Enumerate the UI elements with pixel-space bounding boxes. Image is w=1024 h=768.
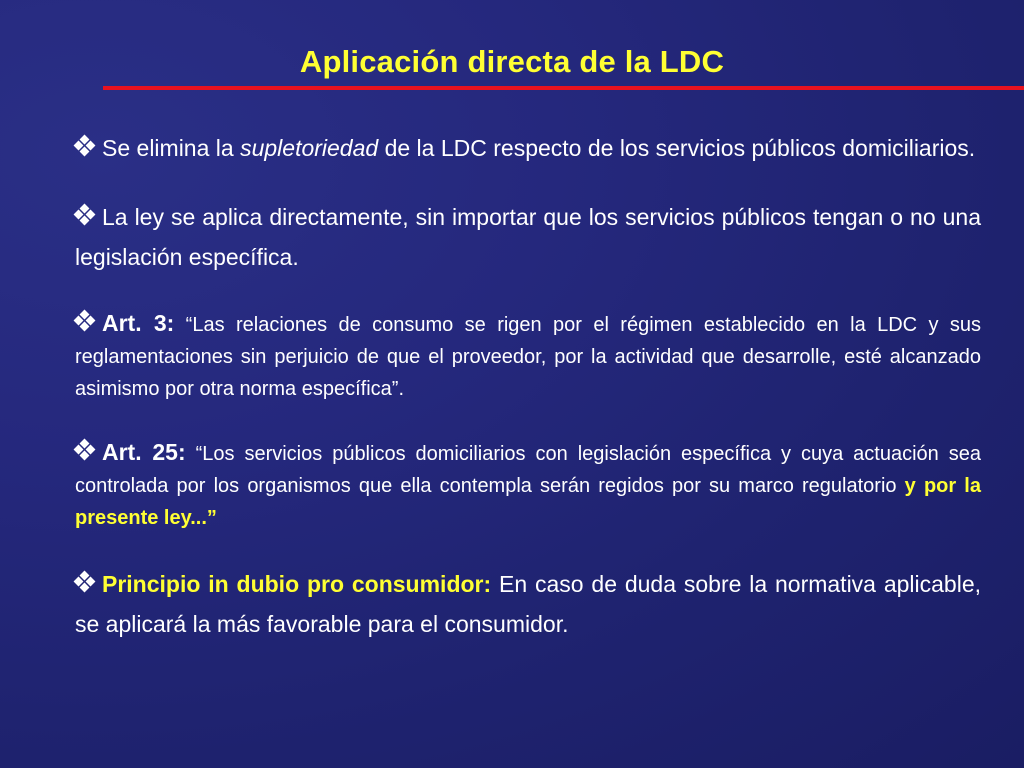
article-quote: “Las relaciones de consumo se rigen por el régimen establecido en la LDC y sus reglamentaciones sin perjuicio de que el proveedor, por la actividad que desarrolle, esté alcanzado asimismo por otra norma específica”.: [75, 314, 981, 400]
slide-content: [75, 128, 981, 644]
diamond-bullet-icon: [75, 440, 95, 460]
principle-text: En caso de duda sobre la normativa aplicable, se aplicará la más favorable para el consumidor.: [75, 571, 981, 637]
bullet-text: La ley se aplica directamente, sin importar que los servicios públicos tengan o no una legislación específica.: [75, 204, 981, 270]
article-highlight: y por la presente ley...”: [75, 475, 981, 529]
diamond-bullet-icon: [75, 572, 95, 592]
slide-title: Aplicación directa de la LDC: [299, 44, 725, 79]
article-quote: “Los servicios públicos domiciliarios con legislación específica y cuya actuación sea controlada por los organismos que ella contempla serán regidos por su marco regulatorio: [75, 443, 981, 497]
diamond-bullet-icon: [75, 311, 95, 331]
bullet-text-after: de la LDC respecto de los servicios públicos domiciliarios.: [378, 135, 976, 161]
bullet-art-25: [75, 436, 981, 534]
bullet-emphasis: supletoriedad: [240, 135, 379, 161]
principle-label: Principio in dubio pro consumidor:: [102, 571, 492, 597]
article-label: Art. 3:: [102, 310, 175, 336]
diamond-bullet-icon: [75, 136, 95, 156]
bullet-supletoriedad: [75, 128, 981, 168]
article-label: Art. 25:: [102, 439, 186, 465]
bullet-in-dubio-pro-consumidor: [75, 564, 981, 644]
diamond-bullet-icon: [75, 205, 95, 225]
title-divider: [103, 86, 1024, 90]
bullet-aplicacion-directa: [75, 197, 981, 277]
bullet-art-3: [75, 307, 981, 405]
bullet-text-before: Se elimina la: [102, 135, 241, 161]
